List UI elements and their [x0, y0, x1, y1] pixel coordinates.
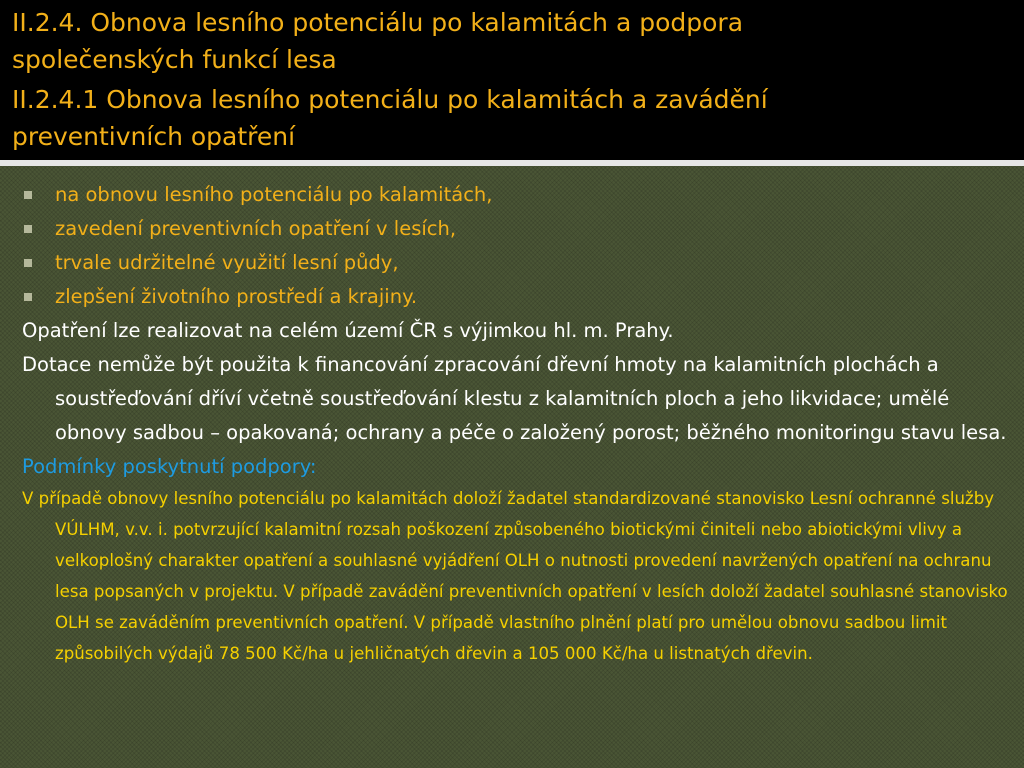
- list-item: [22, 246, 1010, 280]
- list-item: [22, 178, 1010, 212]
- square-bullet-icon: [24, 225, 32, 233]
- slide-body: [0, 178, 1024, 669]
- conditions-heading: Podmínky poskytnutí podpory:: [22, 455, 317, 478]
- list-item-text: na obnovu lesního potenciálu po kalamitách,: [55, 183, 493, 206]
- exclusions-paragraph: Dotace nemůže být použita k financování zpracování dřevní hmoty na kalamitních plochách a soustřeďování dříví včetně soustřeďování klestu z kalamitních ploch a jeho likvidace; umělé obnovy sadbou – opakovaná; ochrany a péče o založený porost; běžného monitoringu stavu lesa.: [22, 353, 1007, 444]
- list-item-text: zlepšení životního prostředí a krajiny.: [55, 285, 418, 308]
- territory-paragraph: Opatření lze realizovat na celém území ČR s výjimkou hl. m. Prahy.: [22, 319, 674, 342]
- list-item: [22, 212, 1010, 246]
- list-item-text: zavedení preventivních opatření v lesích,: [55, 217, 457, 240]
- square-bullet-icon: [24, 293, 32, 301]
- square-bullet-icon: [24, 259, 32, 267]
- title-line-4: preventivních opatření: [12, 122, 296, 151]
- title-line-3: II.2.4.1 Obnova lesního potenciálu po kalamitách a zavádění: [12, 85, 768, 114]
- square-bullet-icon: [24, 191, 32, 199]
- goal-list: [22, 178, 1010, 314]
- list-item-text: trvale udržitelné využití lesní půdy,: [55, 251, 399, 274]
- slide-title: [0, 0, 1024, 160]
- title-divider: [0, 160, 1024, 166]
- list-item: [22, 280, 1010, 314]
- conditions-paragraph: V případě obnovy lesního potenciálu po kalamitách doloží žadatel standardizované stanovisko Lesní ochranné služby VÚLHM, v.v. i. potvrzující kalamitní rozsah poškození způsobeného biotickými činiteli nebo abiotickými vlivy a velkoplošný charakter opatření a souhlasné vyjádření OLH o nutnosti provedení navržených opatření na ochranu lesa popsaných v projektu. V případě zavádění preventivních opatření v lesích doloží žadatel souhlasné stanovisko OLH se zaváděním preventivních opatření. V případě vlastního plnění platí pro umělou obnovu sadbou limit způsobilých výdajů 78 500 Kč/ha u jehličnatých dřevin a 105 000 Kč/ha u listnatých dřevin.: [22, 489, 1008, 663]
- title-line-1: II.2.4. Obnova lesního potenciálu po kalamitách a podpora: [12, 8, 744, 37]
- title-line-2: společenských funkcí lesa: [12, 45, 337, 74]
